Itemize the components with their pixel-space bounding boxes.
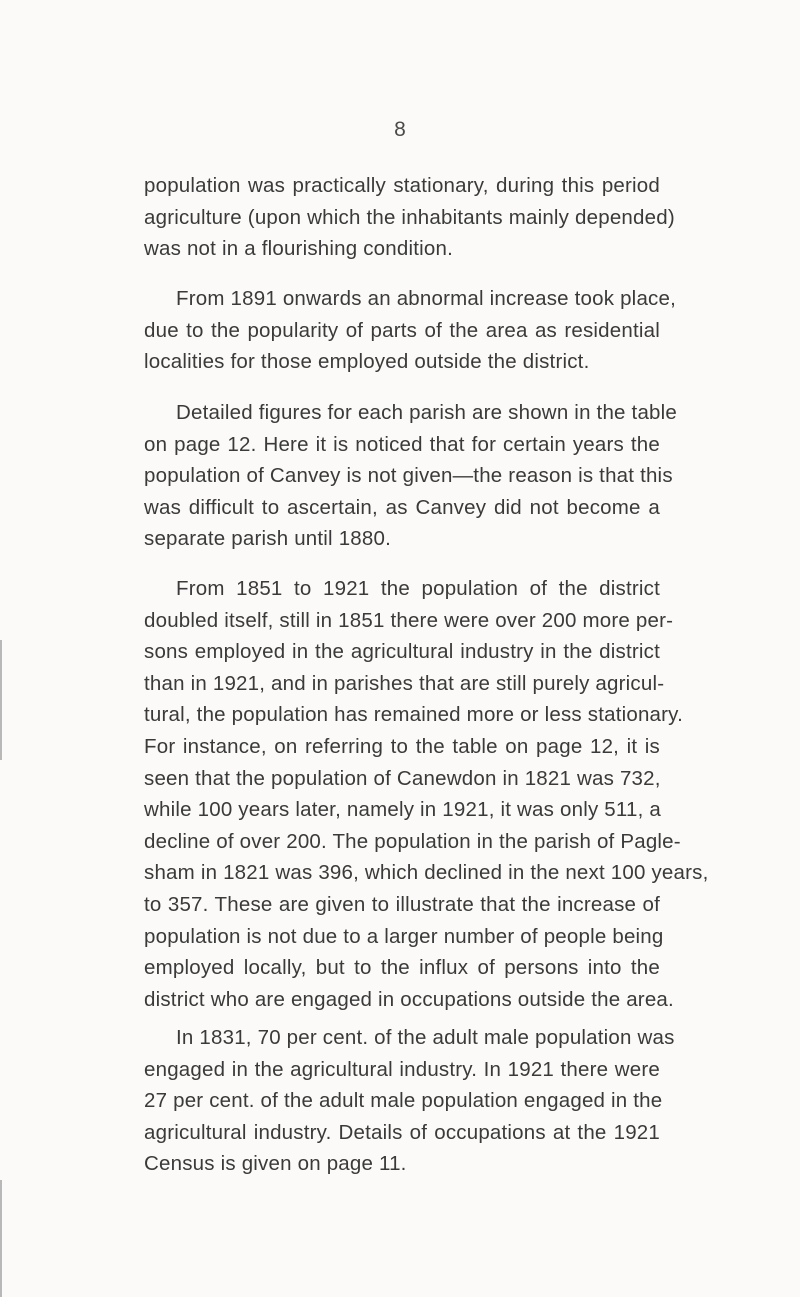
text-line: From 1851 to 1921 the population of the district [176, 577, 660, 600]
text-line: In 1831, 70 per cent. of the adult male population was [176, 1026, 675, 1049]
text-line: Detailed figures for each parish are shown in the table [176, 401, 678, 424]
text-line: population was practically stationary, during this period [144, 174, 660, 197]
text-line: was not in a flourishing condition. [144, 237, 453, 261]
text-line: was difficult to ascertain, as Canvey did not become a [144, 495, 660, 519]
text-line: to 357. These are given to illustrate that the increase of [144, 892, 660, 916]
paragraph-5 [144, 1022, 675, 1180]
text-line: localities for those employed outside the district. [144, 350, 590, 374]
text-line: due to the popularity of parts of the area as residential [144, 318, 660, 342]
text-line: separate parish until 1880. [144, 527, 392, 551]
paragraph-3 [144, 397, 678, 555]
text-line: than in 1921, and in parishes that are still purely agricul- [144, 671, 665, 695]
text-line: sons employed in the agricultural industry in the district [144, 640, 660, 664]
paragraph-1 [144, 170, 675, 265]
text-line: on page 12. Here it is noticed that for certain years the [144, 432, 660, 456]
scan-edge-mark [0, 1180, 2, 1297]
text-line: population of Canvey is not given—the reason is that this [144, 464, 673, 488]
text-line: employed locally, but to the influx of persons into the [144, 956, 660, 980]
scan-edge-mark [0, 640, 2, 760]
text-line: sham in 1821 was 396, which declined in the next 100 years, [144, 861, 709, 885]
text-line: engaged in the agricultural industry. In 1921 there were [144, 1057, 660, 1081]
text-line: agricultural industry. Details of occupations at the 1921 [144, 1120, 660, 1144]
text-line: For instance, on referring to the table on page 12, it is [144, 734, 660, 758]
text-line: agriculture (upon which the inhabitants mainly depended) [144, 205, 675, 229]
text-line: seen that the population of Canewdon in 1821 was 732, [144, 766, 661, 790]
paragraph-4 [144, 573, 709, 1015]
text-line: population is not due to a larger number of people being [144, 924, 664, 948]
text-line: district who are engaged in occupations outside the area. [144, 987, 674, 1011]
text-line: decline of over 200. The population in the parish of Pagle- [144, 829, 681, 853]
text-line: From 1891 onwards an abnormal increase took place, [176, 287, 676, 310]
paragraph-2 [144, 283, 676, 378]
text-line: doubled itself, still in 1851 there were over 200 more per- [144, 608, 674, 632]
text-line: while 100 years later, namely in 1921, it was only 511, a [144, 798, 661, 822]
text-line: tural, the population has remained more or less stationary. [144, 703, 684, 727]
text-line: 27 per cent. of the adult male population engaged in the [144, 1089, 663, 1113]
text-line: Census is given on page 11. [144, 1152, 407, 1176]
page-number: 8 [394, 118, 406, 141]
